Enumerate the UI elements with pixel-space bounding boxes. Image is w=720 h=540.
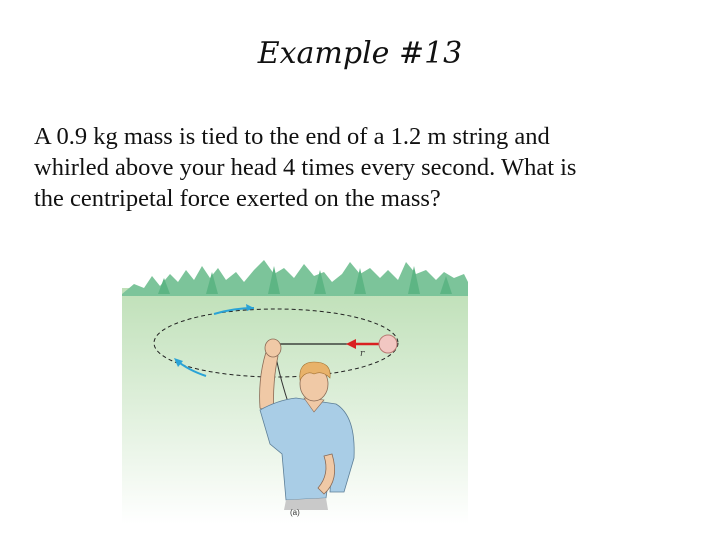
- radius-label: r: [360, 349, 365, 359]
- problem-text: [34, 121, 684, 214]
- problem-line-2: whirled above your head 4 times every second. What is: [34, 154, 577, 181]
- tree-line: [122, 260, 468, 296]
- problem-line-1: A 0.9 kg mass is tied to the end of a 1.2 m string and: [34, 123, 550, 150]
- slide-title: Example #13: [257, 36, 463, 71]
- mass-ball: [379, 335, 397, 353]
- figure-caption: (a): [290, 508, 300, 517]
- problem-line-3: the centripetal force exerted on the mass?: [34, 185, 441, 212]
- whirling-mass-illustration: [118, 248, 470, 524]
